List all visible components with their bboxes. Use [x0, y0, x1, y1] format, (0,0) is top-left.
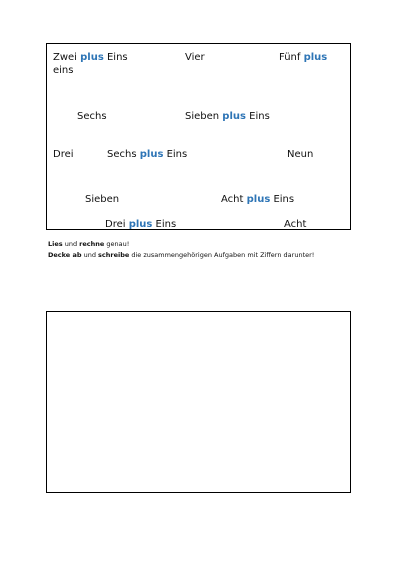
- item-drei-plus-eins: [105, 218, 176, 231]
- item-text-before: Sieben: [185, 111, 223, 122]
- instruction-line-2: [48, 251, 314, 259]
- item-vier: [185, 51, 205, 64]
- item-text-after: Eins: [163, 149, 188, 160]
- item-drei: [53, 148, 74, 161]
- instruction-line-1: [48, 240, 129, 248]
- item-text-before: Sechs: [107, 149, 140, 160]
- item-text-after: Eins: [103, 52, 128, 63]
- item-neun: [287, 148, 313, 161]
- item-text-before: Drei: [53, 149, 74, 160]
- item-zwei-plus-eins: [53, 51, 128, 64]
- instruction-keyword: Decke ab: [48, 251, 82, 259]
- plus-label: plus: [303, 52, 328, 63]
- instruction-text: und: [62, 240, 80, 248]
- plus-label: plus: [139, 149, 164, 160]
- item-text-after: eins: [53, 65, 74, 76]
- item-acht-plus-eins: [221, 193, 294, 206]
- item-text-before: Neun: [287, 149, 314, 160]
- item-acht: [284, 218, 306, 231]
- item-text-before: Acht: [221, 194, 247, 205]
- instruction-keyword: rechne: [79, 240, 105, 248]
- word-problems-box: [46, 43, 351, 230]
- item-fuenf-plus: [279, 51, 327, 64]
- instruction-text: und: [81, 251, 99, 259]
- item-sechs: [77, 110, 107, 123]
- item-text-after: Eins: [245, 111, 270, 122]
- instruction-text: genau!: [104, 240, 130, 248]
- plus-label: plus: [246, 194, 271, 205]
- item-text-after: Eins: [270, 194, 295, 205]
- item-text-before: Sieben: [85, 194, 120, 205]
- instruction-text: die zusammengehörigen Aufgaben mit Ziffern darunter!: [129, 251, 315, 259]
- item-text-before: Acht: [284, 219, 307, 230]
- item-text-before: Vier: [185, 52, 205, 63]
- item-sieben-plus-eins: [185, 110, 270, 123]
- item-text-before: Fünf: [279, 52, 304, 63]
- item-text-before: Drei: [105, 219, 129, 230]
- item-text-before: Sechs: [77, 111, 107, 122]
- item-sieben: [85, 193, 119, 206]
- item-text-after: Eins: [152, 219, 177, 230]
- item-sechs-plus-eins: [107, 148, 187, 161]
- answer-box: [46, 311, 351, 493]
- item-text-before: Zwei: [53, 52, 81, 63]
- instruction-keyword: schreibe: [98, 251, 130, 259]
- instruction-keyword: Lies: [48, 240, 63, 248]
- plus-label: plus: [128, 219, 153, 230]
- item-eins-wrap: [53, 64, 73, 77]
- plus-label: plus: [222, 111, 246, 122]
- plus-label: plus: [80, 52, 104, 63]
